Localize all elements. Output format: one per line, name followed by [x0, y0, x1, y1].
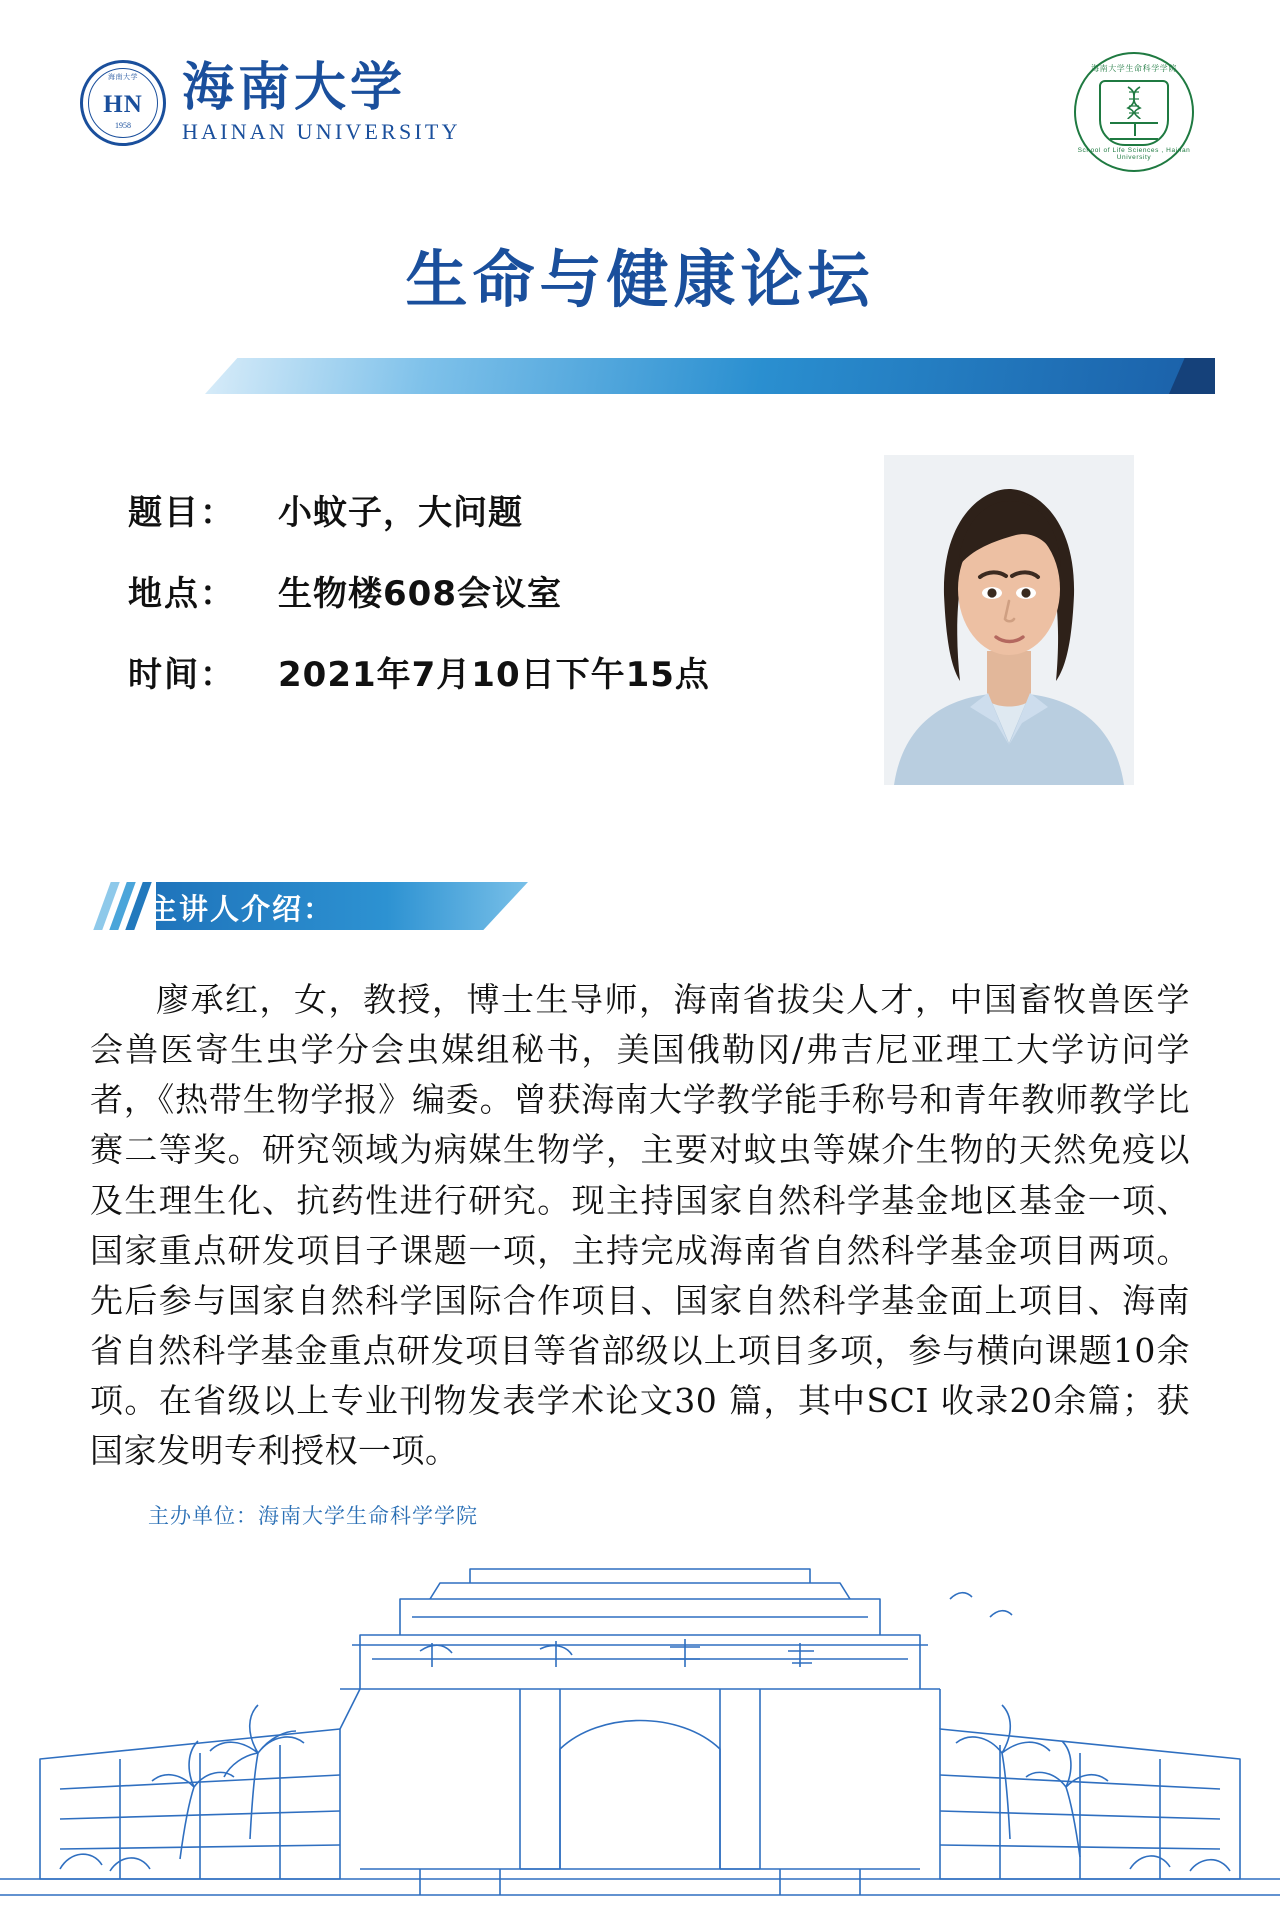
university-name-en: HAINAN UNIVERSITY	[182, 119, 461, 145]
university-name-cn: 海南大学	[182, 56, 407, 118]
info-value-time: 2021年7月10日下午15点	[278, 655, 710, 695]
college-logo-ring-top: 海南大学生命科学学院	[1091, 64, 1177, 73]
organizer-line: 主办单位：海南大学生命科学学院	[148, 1504, 478, 1528]
info-row-topic	[128, 485, 808, 534]
book-icon	[1110, 122, 1158, 140]
info-row-location	[128, 566, 808, 615]
info-value-topic: 小蚊子，大问题	[278, 493, 523, 533]
crest-arc-text: 海南大学	[108, 74, 138, 81]
hainan-university-logo	[80, 56, 461, 146]
portrait-illustration	[884, 455, 1134, 785]
info-label-topic: 题目：	[128, 493, 236, 533]
university-name-block	[182, 56, 461, 146]
info-label-location: 地点：	[128, 574, 236, 614]
dna-icon	[1125, 86, 1143, 120]
speaker-portrait-photo	[884, 455, 1134, 785]
info-value-location: 生物楼608会议室	[278, 574, 562, 614]
speaker-heading-label: 主讲人介绍：	[148, 892, 335, 926]
info-row-time	[128, 647, 808, 696]
university-crest-icon	[80, 60, 166, 146]
speaker-section-heading	[100, 878, 530, 934]
campus-gate-illustration	[0, 1539, 1280, 1919]
life-sciences-college-logo	[1074, 52, 1194, 172]
info-label-time: 时间：	[128, 655, 236, 695]
poster-header	[0, 52, 1280, 192]
title-divider-bar	[205, 358, 1215, 394]
college-logo-ring-bottom: School of Life Sciences , Hainan University	[1077, 147, 1191, 161]
campus-gate-linework	[0, 1539, 1280, 1919]
crest-letters: HN	[103, 91, 143, 118]
speaker-biography: 廖承红，女，教授，博士生导师，海南省拔尖人才，中国畜牧兽医学会兽医寄生虫学分会虫媒组秘书，美国俄勒冈/弗吉尼亚理工大学访问学者，《热带生物学报》编委。曾获海南大学教学能手称号和青年教师教学比赛二等奖。研究领域为病媒生物学，主要对蚊虫等媒介生物的天然免疫以及生理生化、抗药性进行研究。现主持国家自然科学基金地区基金一项、国家重点研发项目子课题一项，主持完成海南省自然科学基金项目两项。先后参与国家自然科学国际合作项目、国家自然科学基金面上项目、海南省自然科学基金重点研发项目等省部级以上项目多项，参与横向课题10余项。在省级以上专业刊物发表学术论文30 篇，其中SCI 收录20余篇；获国家发明专利授权一项。	[90, 980, 1190, 1471]
crest-year: 1958	[115, 121, 131, 130]
page-title: 生命与健康论坛	[405, 243, 875, 316]
event-info-block	[128, 485, 808, 728]
